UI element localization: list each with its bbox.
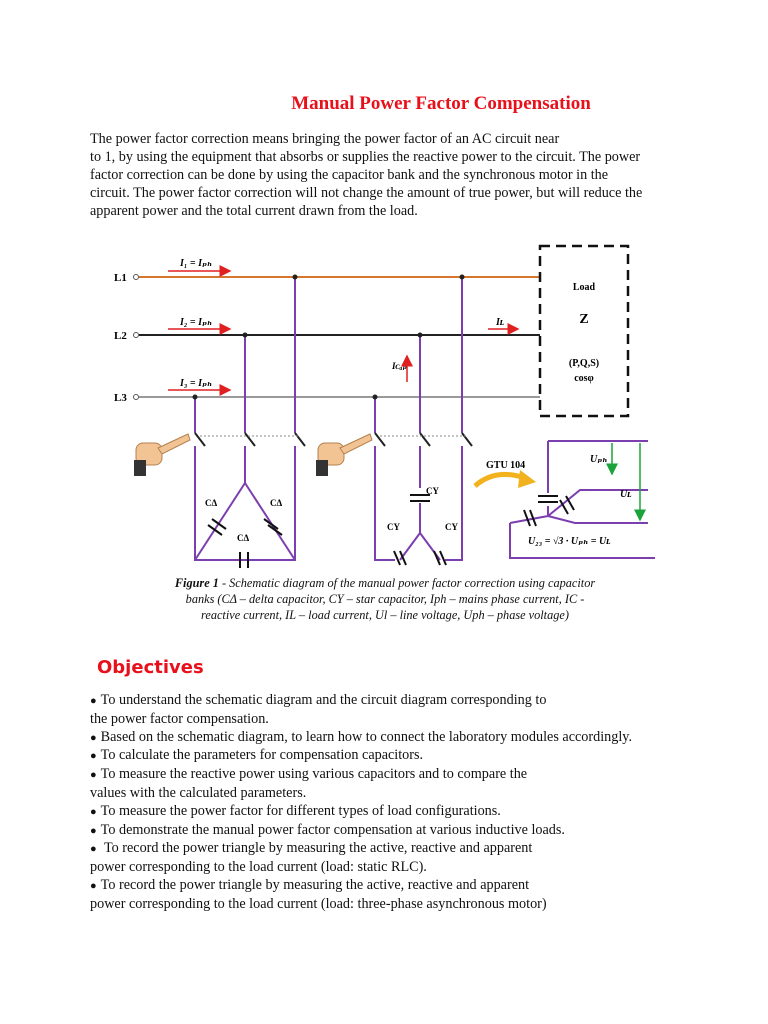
gtu-wire [510,506,548,523]
capacitor-plate [208,525,222,535]
load-pqs: (P,Q,S) [568,358,600,369]
bullet-icon: ● [90,805,97,818]
junction [418,333,423,338]
bullet-icon: ● [90,750,97,763]
caption-text: - Schematic diagram of the manual power factor correction using capacitor [218,576,596,590]
switch-blade [420,433,430,446]
capacitor-plate [212,519,226,529]
switch-blade [195,433,205,446]
label-icap: Iᴄₐₚ [392,361,407,371]
junction [243,333,248,338]
objective-item: ● To demonstrate the manual power factor compensation at various inductive loads. [90,821,565,838]
bullet-icon: ● [90,879,97,892]
label-c-delta: CΔ [270,498,283,508]
bullet-icon: ● [90,843,97,856]
junction [460,275,465,280]
label-l2: L2 [114,330,127,342]
capacitor-plate [394,551,400,565]
label-l3: L3 [114,392,127,404]
label-uph: Uₚₕ [590,454,608,465]
label-c-star: CY [445,522,458,532]
terminal-l2 [134,333,139,338]
load-z: Z [579,312,589,327]
gtu-arrowhead [518,470,536,488]
terminal-l3 [134,395,139,400]
capacitor-plate [440,551,446,565]
hand-pointer-icon [134,434,190,476]
objective-item: ● To record the power triangle by measuring the active, reactive and apparent power corresponding to the load current (load: three-phase asynchronous motor) [90,876,547,912]
label-il: Iʟ [496,317,505,328]
schematic-diagram [100,238,660,568]
label-ul: Uʟ [620,489,632,500]
switch-blade [462,433,472,446]
terminal-l1 [134,275,139,280]
label-gtu: GTU 104 [486,460,526,471]
capacitor-plate [524,510,530,526]
load-cos: cosφ [574,373,594,384]
objective-item: ● Based on the schematic diagram, to learn how to connect the laboratory modules accordingly. [90,728,632,745]
page-title: Manual Power Factor Compensation [291,93,591,114]
label-c-star: CY [387,522,400,532]
label-c-delta: CΔ [205,498,218,508]
intro-line: factor correction can be done by using the capacitor bank and the synchronous motor in the [90,167,609,183]
intro-line: to 1, by using the equipment that absorbs or supplies the reactive power to the circuit. The power [90,149,641,165]
caption-label: Figure 1 [174,576,219,590]
gtu-wire [548,490,648,516]
switch-blade [295,433,305,446]
caption-line [150,575,620,591]
switch-blade [375,433,385,446]
label-i2: I₂ = Iₚₕ [180,317,213,328]
junction [193,395,198,400]
objectives-heading: Objectives [97,657,204,678]
junction [293,275,298,280]
intro-paragraph [90,130,690,220]
bullet-icon: ● [90,824,97,837]
objective-item: ● To record the power triangle by measuring the active, reactive and apparent power corresponding to the load current (load: static RLC). [90,840,533,876]
label-formula: U₂₃ = √3 · Uₚₕ = Uʟ [528,536,611,547]
objective-item: ● To measure the reactive power using various capacitors and to compare the values with the calculated parameters. [90,766,528,801]
label-l1: L1 [114,272,127,284]
intro-line: apparent power and the total current drawn from the load. [90,203,418,219]
caption-line: banks (CΔ – delta capacitor, CY – star capacitor, Iph – mains phase current, IC - [185,592,585,606]
intro-line: The power factor correction means bringing the power factor of an AC circuit near [90,131,560,147]
switch-blade [245,433,255,446]
figure-caption [150,575,620,623]
caption-line: reactive current, IL – load current, Ul – line voltage, Uph – phase voltage) [201,608,569,622]
load-label: Load [572,282,596,293]
label-c-delta: CΔ [237,533,250,543]
objective-item: ● To measure the power factor for different types of load configurations. [90,802,501,819]
label-i1: I₁ = Iₚₕ [180,258,213,269]
bullet-icon: ● [90,695,97,707]
gtu-arrow-icon [475,474,525,486]
intro-line: circuit. The power factor correction will not change the amount of true power, but will reduce the [90,185,643,201]
objective-item: ● To calculate the parameters for compensation capacitors. [90,747,424,764]
bullet-icon: ● [90,731,97,744]
delta-wire [245,483,295,560]
star-wire [375,446,395,560]
load-box [540,246,628,416]
star-wire [445,446,462,560]
bullet-icon: ● [90,769,97,782]
objectives-list [90,692,690,914]
label-c-star: CY [426,486,439,496]
junction [373,395,378,400]
star-wire [400,503,420,560]
label-i3: I₃ = Iₚₕ [180,378,213,389]
hand-pointer-icon [316,434,372,476]
gtu-wire [548,516,648,523]
objective-item: ● To understand the schematic diagram and the circuit diagram corresponding to the power factor compensation. [90,692,547,727]
